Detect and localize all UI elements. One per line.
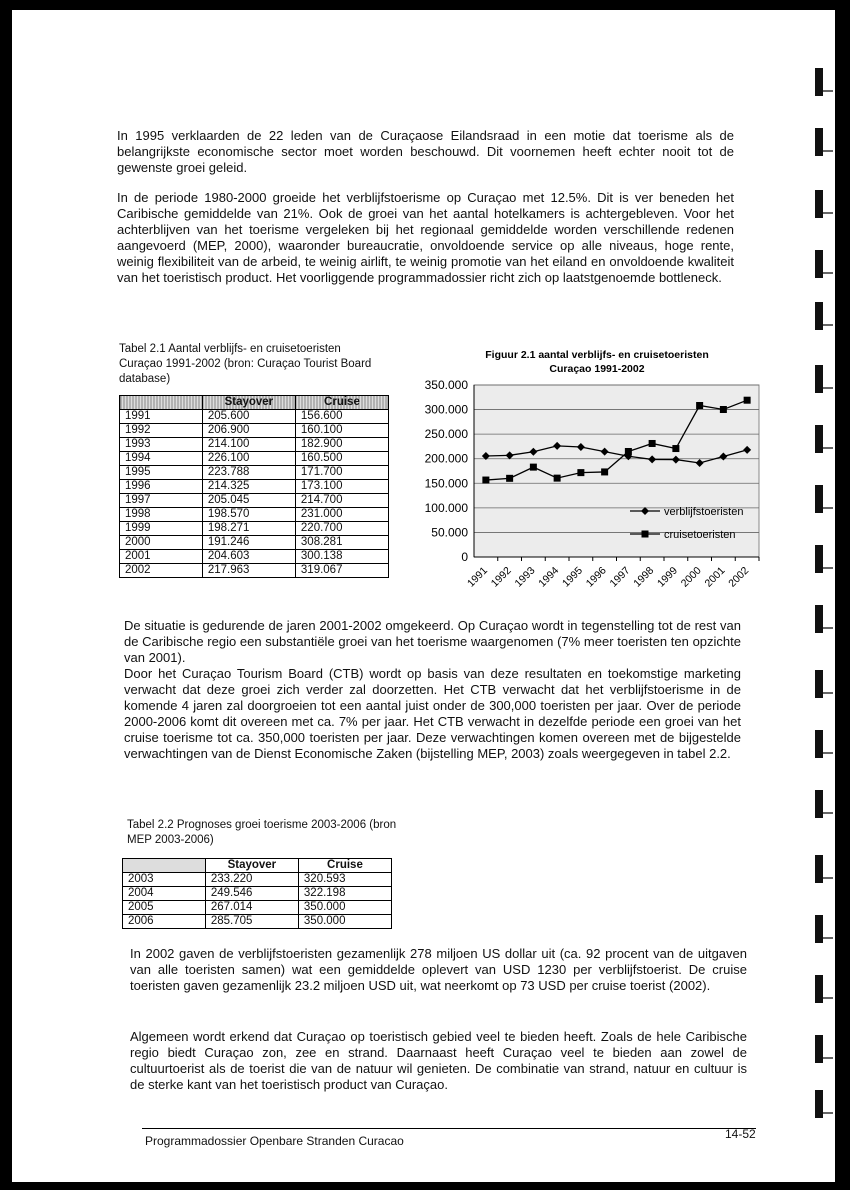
- cruise-cell: 231.000: [295, 508, 388, 522]
- table2: [122, 858, 392, 929]
- stayover-cell: 191.246: [202, 536, 295, 550]
- x-tick-label: 1997: [607, 564, 633, 590]
- year-cell: 2005: [123, 901, 206, 915]
- table-row: [120, 466, 389, 480]
- table-header-cell: Cruise: [298, 859, 391, 873]
- table-header-cell: [120, 396, 203, 410]
- data-point-cruisetoeristen: [577, 469, 584, 476]
- table-row: [120, 536, 389, 550]
- chart-title-line-1: Figuur 2.1 aantal verblijfs- en cruisetoeristen: [485, 349, 709, 361]
- binder-hole: [815, 425, 823, 453]
- x-tick-label: 1993: [512, 564, 538, 590]
- stayover-cell: 214.100: [202, 438, 295, 452]
- data-point-cruisetoeristen: [720, 406, 727, 413]
- table-row: [123, 873, 392, 887]
- cruise-cell: 220.700: [295, 522, 388, 536]
- binder-hole: [815, 302, 823, 330]
- cruise-cell: 308.281: [295, 536, 388, 550]
- y-tick-label: 0: [461, 550, 468, 564]
- table-row: [120, 438, 389, 452]
- x-tick-label: 1994: [536, 564, 562, 590]
- binder-hole: [815, 915, 823, 943]
- binder-hole: [815, 250, 823, 278]
- year-cell: 2000: [120, 536, 203, 550]
- year-cell: 1993: [120, 438, 203, 452]
- stayover-cell: 198.570: [202, 508, 295, 522]
- cruise-cell: 156.600: [295, 410, 388, 424]
- y-tick-label: 50.000: [431, 525, 468, 540]
- table-row: [120, 508, 389, 522]
- x-tick-label: 1998: [631, 564, 657, 590]
- x-tick-label: 1992: [488, 564, 514, 590]
- intro-paragraph-1: [117, 128, 734, 176]
- spending-paragraph: [130, 946, 747, 994]
- table-header-row: [123, 859, 392, 873]
- y-tick-label: 150.000: [424, 476, 468, 491]
- year-cell: 2006: [123, 915, 206, 929]
- stayover-cell: 217.963: [202, 564, 295, 578]
- page-number: 14-52: [725, 1127, 756, 1141]
- table1-caption: Tabel 2.1 Aantal verblijfs- en cruisetoeristen Curaçao 1991-2002 (bron: Curaçao Tourist Board database): [119, 343, 372, 385]
- x-tick-label: 1995: [559, 564, 585, 590]
- paragraph-text: In 2002 gaven de verblijfstoeristen gezamenlijk 278 miljoen US dollar uit (ca. 92 procent van de uitgaven van alle toeristen samen) wat een gemiddelde oplevert van USD 1230 per verblijfstoerist. De cruise toeristen gaven gezamenlijk 23.2 miljoen USD uit, wat neerkomt op 73 USD per cruise toerist (2002).: [130, 946, 747, 993]
- table-row: [120, 424, 389, 438]
- table-header-cell: Cruise: [295, 396, 388, 410]
- table-row: [120, 522, 389, 536]
- line-chart: [412, 348, 772, 598]
- table-header-cell: Stayover: [202, 396, 295, 410]
- cruise-cell: 319.067: [295, 564, 388, 578]
- binder-hole: [815, 1035, 823, 1063]
- binder-hole: [815, 790, 823, 818]
- stayover-cell: 206.900: [202, 424, 295, 438]
- binder-hole: [815, 190, 823, 218]
- table-row: [120, 452, 389, 466]
- stayover-cell: 223.788: [202, 466, 295, 480]
- cruise-cell: 350.000: [298, 915, 391, 929]
- data-point-cruisetoeristen: [625, 448, 632, 455]
- year-cell: 1996: [120, 480, 203, 494]
- stayover-cell: 233.220: [205, 873, 298, 887]
- stayover-cell: 205.600: [202, 410, 295, 424]
- y-tick-label: 100.000: [424, 500, 468, 515]
- year-cell: 2003: [123, 873, 206, 887]
- cruise-cell: 160.100: [295, 424, 388, 438]
- table-header-cell: Stayover: [205, 859, 298, 873]
- stayover-cell: 267.014: [205, 901, 298, 915]
- x-tick-label: 1999: [654, 564, 680, 590]
- data-point-cruisetoeristen: [530, 464, 537, 471]
- cruise-cell: 214.700: [295, 494, 388, 508]
- data-point-cruisetoeristen: [554, 475, 561, 482]
- data-point-cruisetoeristen: [649, 440, 656, 447]
- table-row: [120, 564, 389, 578]
- binder-hole: [815, 605, 823, 633]
- cruise-cell: 320.593: [298, 873, 391, 887]
- table2-caption: Tabel 2.2 Prognoses groei toerisme 2003-2006 (bron MEP 2003-2006): [127, 819, 397, 846]
- legend-marker: [642, 531, 649, 538]
- table-row: [123, 901, 392, 915]
- legend-label: verblijfstoeristen: [664, 506, 744, 518]
- table-header-row: [120, 396, 389, 410]
- year-cell: 2001: [120, 550, 203, 564]
- year-cell: 2002: [120, 564, 203, 578]
- table-row: [120, 550, 389, 564]
- paragraph-text: In 1995 verklaarden de 22 leden van de Curaçaose Eilandsraad in een motie dat toerisme als de belangrijkste economische sector moet worden beschouwd. Dit voornemen heeft echter nooit tot de gewenste groei geleid.: [117, 128, 734, 175]
- data-point-cruisetoeristen: [696, 402, 703, 409]
- table1: [119, 395, 389, 578]
- stayover-cell: 214.325: [202, 480, 295, 494]
- x-tick-label: 2000: [678, 564, 704, 590]
- intro-paragraph-2: [117, 190, 734, 286]
- year-cell: 1995: [120, 466, 203, 480]
- stayover-cell: 198.271: [202, 522, 295, 536]
- data-point-cruisetoeristen: [744, 397, 751, 404]
- x-tick-label: 1991: [464, 564, 490, 590]
- binder-hole: [815, 1090, 823, 1118]
- year-cell: 2004: [123, 887, 206, 901]
- binder-hole: [815, 670, 823, 698]
- binder-hole: [815, 730, 823, 758]
- y-tick-label: 200.000: [424, 451, 468, 466]
- stayover-cell: 205.045: [202, 494, 295, 508]
- table-row: [123, 887, 392, 901]
- cruise-cell: 300.138: [295, 550, 388, 564]
- situation-paragraph: [124, 618, 741, 666]
- cruise-cell: 350.000: [298, 901, 391, 915]
- cruise-cell: 173.100: [295, 480, 388, 494]
- y-tick-label: 250.000: [424, 427, 468, 442]
- x-tick-label: 1996: [583, 564, 609, 590]
- paragraph-text: In de periode 1980-2000 groeide het verblijfstoerisme op Curaçao met 12.5%. Dit is ver beneden het Caribische gemiddelde van 21%. Ook de groei van het aantal hotelkamers is achtergebleven. Voor het achterblijven van het toerisme vergeleken bij het regionaal gemiddelde worden verschillende redenen aangevoerd (MEP, 2000), waaronder bureaucratie, onvoldoende service op alle niveaus, hoge rente, weinig flexibiliteit van de arbeid, te weinig airlift, te weinig promotie van het eiland en onvoldoende kwaliteit van het toeristisch product. Het voorliggende programmadossier richt zich op laatstgenoemde bottleneck.: [117, 190, 734, 285]
- data-point-cruisetoeristen: [672, 445, 679, 452]
- table-header-cell: [123, 859, 206, 873]
- data-point-cruisetoeristen: [601, 468, 608, 475]
- footer-rule: [142, 1128, 756, 1129]
- chart-title-line-2: Curaçao 1991-2002: [549, 363, 645, 375]
- conclusion-paragraph: [130, 1029, 747, 1093]
- table-row: [123, 915, 392, 929]
- cruise-cell: 171.700: [295, 466, 388, 480]
- year-cell: 1994: [120, 452, 203, 466]
- binder-hole: [815, 365, 823, 393]
- ctb-paragraph: [124, 666, 741, 762]
- data-point-cruisetoeristen: [506, 475, 513, 482]
- year-cell: 1992: [120, 424, 203, 438]
- binder-hole: [815, 128, 823, 156]
- legend-label: cruisetoeristen: [664, 529, 736, 541]
- footer-title: Programmadossier Openbare Stranden Curacao: [145, 1134, 404, 1148]
- year-cell: 1991: [120, 410, 203, 424]
- year-cell: 1999: [120, 522, 203, 536]
- year-cell: 1998: [120, 508, 203, 522]
- cruise-cell: 160.500: [295, 452, 388, 466]
- paragraph-text: Door het Curaçao Tourism Board (CTB) wordt op basis van deze resultaten en toekomstige marketing verwacht dat deze groei zich verder zal doorzetten. Het CTB verwacht dat het verblijfstoerisme in de komende 4 jaren zal doorgroeien tot een aantal juist onder de 300,000 toeristen per jaar. Over de periode 2000-2006 komt dit overeen met ca. 7% per jaar. Het CTB verwacht in dezelfde periode een groei van het cruise toerisme tot ca. 350,000 toeristen per jaar. Deze verwachtingen komen overeen met de bijgestelde verwachtingen van de Dienst Economische Zaken (bijstelling MEP, 2003) zoals weergegeven in tabel 2.2.: [124, 666, 741, 761]
- stayover-cell: 226.100: [202, 452, 295, 466]
- binder-hole: [815, 975, 823, 1003]
- cruise-cell: 182.900: [295, 438, 388, 452]
- x-tick-label: 2001: [702, 564, 728, 590]
- y-tick-label: 350.000: [424, 378, 468, 392]
- table-row: [120, 410, 389, 424]
- binder-hole: [815, 545, 823, 573]
- data-point-cruisetoeristen: [482, 477, 489, 484]
- x-tick-label: 2002: [726, 564, 752, 590]
- document-page: [12, 10, 835, 1182]
- table-row: [120, 494, 389, 508]
- year-cell: 1997: [120, 494, 203, 508]
- stayover-cell: 285.705: [205, 915, 298, 929]
- stayover-cell: 249.546: [205, 887, 298, 901]
- paragraph-text: De situatie is gedurende de jaren 2001-2002 omgekeerd. Op Curaçao wordt in tegenstelling tot de rest van de Caribische regio een substantiële groei van het toerisme waargenomen (7% meer toeristen ten opzichte van 2001).: [124, 618, 741, 665]
- table-row: [120, 480, 389, 494]
- paragraph-text: Algemeen wordt erkend dat Curaçao op toeristisch gebied veel te bieden heeft. Zoals de hele Caribische regio biedt Curaçao zon, zee en strand. Daarnaast heeft Curaçao veel te bieden aan zowel de cultuurtoerist als de toerist die van de natuur wil genieten. De combinatie van strand, natuur en cultuur is de sterke kant van het toeristisch product van Curaçao.: [130, 1029, 747, 1092]
- binder-hole: [815, 855, 823, 883]
- cruise-cell: 322.198: [298, 887, 391, 901]
- binder-hole: [815, 68, 823, 96]
- binder-hole: [815, 485, 823, 513]
- stayover-cell: 204.603: [202, 550, 295, 564]
- y-tick-label: 300.000: [424, 402, 468, 417]
